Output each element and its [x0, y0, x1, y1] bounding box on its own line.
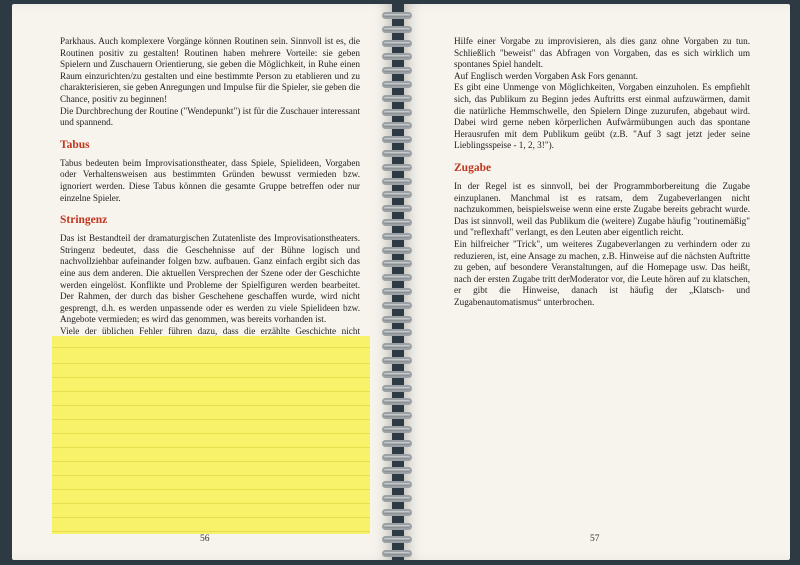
sticky-note [52, 336, 370, 534]
binding-ring [382, 247, 412, 254]
binding-ring [382, 122, 412, 129]
binding-ring [382, 357, 412, 364]
binding-ring [382, 81, 412, 88]
binding-ring [382, 288, 412, 295]
binding-ring [382, 233, 412, 240]
binding-ring [382, 53, 412, 60]
binding-ring [382, 467, 412, 474]
stringenz-paragraph-2: Viele der üblichen Fehler führen dazu, dass die erzählte Geschichte nicht [60, 325, 360, 336]
right-page [404, 4, 790, 560]
binding-ring [382, 164, 412, 171]
binding-ring [382, 150, 412, 157]
left-intro-paragraph: Parkhaus. Auch komplexere Vorgänge können Routinen sein. Sinnvoll ist es, die Routinen positiv zu gestalten! Routinen haben mehrere Vorteile: sie geben Spielern und Zuschauern Orientierung, sie geben die Möglichkeit, in Ruhe einen Raum einzurichten/zu gestalten und eine bestimmte Person zu etablieren und zu charakterisieren, sie geben Anregungen und Impulse für die Spieler, sie geben die Chance, positiv zu beginnen! [60, 36, 360, 104]
binding-ring [382, 302, 412, 309]
binding-ring [382, 523, 412, 530]
tabus-paragraph: Tabus bedeuten beim Improvisationstheater, dass Spiele, Spielideen, Vorgaben oder Verhaltensweisen aus bestimmten Gründen bewusst vermieden bzw. ignoriert werden. Diese Tabus können die gesamte Gruppe betreffen oder nur einzelne Spieler. [60, 157, 360, 203]
binding-ring [382, 316, 412, 323]
zugabe-paragraph-2: Ein hilfreicher "Trick", um weiteres Zugabeverlangen zu verhindern oder zu reduzieren, ist, eine Ansage zu machen, z.B. Hinweise auf die nächsten Auftritte zu geben, auf besondere Veranstaltungen, auf die Homepage usw. Das heißt, nach der ersten Zugabe tritt derModerator vor, die Leute hören auf zu klatschen, er gibt die Hinweise, danach ist häufig der „Klatsch- und Zugabenautomatismus“ unterbrochen. [454, 238, 750, 307]
binding-ring [382, 440, 412, 447]
binding-ring [382, 12, 412, 19]
binding-ring [382, 274, 412, 281]
stringenz-paragraph: Das ist Bestandteil der dramaturgischen Zutatenliste des Improvisationstheaters. Stringenz bedeutet, dass die Geschehnisse auf der Bühne logisch und nachvollziehbar aufeinander folgen bzw. aufbauen. Ganz einfach ergibt sich das eine aus dem anderen. Die aktuellen Versprechen der Szene oder der Geschichte werden eingelöst. Konflikte und Probleme der Spielfiguren werden bearbeitet. Der Rahmen, der durch das bisher Geschehene geschaffen wurde, wird nicht gesprengt, d.h. es werden unpassende oder es werden zu viele Spielideen bzw. Angebote vermieden; es wird das genommen, was bereits vorhanden ist. [60, 233, 360, 325]
binding-ring [382, 481, 412, 488]
binding-ring [382, 343, 412, 350]
binding-ring [382, 178, 412, 185]
binding-ring [382, 398, 412, 405]
binding-ring [382, 426, 412, 433]
binding-ring [382, 260, 412, 267]
zugabe-paragraph: In der Regel ist es sinnvoll, bei der Programmborbereitung die Zugabe einzuplanen. Manchmal ist es ratsam, dem Zugabeverlangen nicht nachzukommen, beispielsweise wenn eine erste Zugabe bereits gebracht wurde. Das ist sinnvoll, weil das Publikum die (weitere) Zugabe häufig "routinemäßig" und "reflexhaft" verlangt, es den Leuten aber eigentlich reicht. [454, 180, 750, 238]
binding-ring [382, 509, 412, 516]
page-number-left: 56 [200, 534, 210, 544]
binding-ring [382, 109, 412, 116]
right-intro-paragraph: Hilfe einer Vorgabe zu improvisieren, als dies ganz ohne Vorgaben zu tun. Schließlich "beweist" das Abfragen von Vorgaben, das es sich wirklich um spontanes Spiel handelt. [454, 36, 750, 70]
left-intro-paragraph-2: Die Durchbrechung der Routine ("Wendepunkt") ist für die Zuschauer interessant und spannend. [60, 105, 360, 128]
binding-ring [382, 495, 412, 502]
binding-ring [382, 550, 412, 557]
binding-ring [382, 536, 412, 543]
binding-ring [382, 191, 412, 198]
binding-ring [382, 40, 412, 47]
binding-ring [382, 26, 412, 33]
stringenz-heading: Stringenz [60, 214, 108, 227]
tabus-heading: Tabus [60, 138, 90, 151]
binding-ring [382, 67, 412, 74]
page-number-right: 57 [590, 534, 600, 544]
spiral-binding [380, 0, 416, 565]
binding-ring [382, 371, 412, 378]
right-intro-paragraph-2: Auf Englisch werden Vorgaben Ask Fors genannt. [454, 70, 638, 81]
zugabe-heading: Zugabe [454, 161, 492, 174]
right-text-column [454, 36, 750, 308]
binding-ring [382, 205, 412, 212]
right-intro-paragraph-3: Es gibt eine Unmenge von Möglichkeiten, Vorgaben einzuholen. Es empfiehlt sich, das Publikum zu Beginn jedes Auftritts erst einmal aufzuwärmen, damit die natürliche Hemmschwelle, den Spielern Dinge zuzurufen, abgebaut wird. Dabei wird gerne neben körperlichen Aufwärmübungen auch das spontane Herausrufen mit dem Publikum geübt (z.B. "Auf 3 sagt jetzt jeder seine Lieblingsspeise - 1, 2, 3!"). [454, 82, 750, 151]
binding-ring [382, 136, 412, 143]
binding-ring [382, 95, 412, 102]
binding-ring [382, 385, 412, 392]
binding-ring [382, 219, 412, 226]
binding-ring [382, 454, 412, 461]
binding-ring [382, 412, 412, 419]
binding-ring [382, 329, 412, 336]
